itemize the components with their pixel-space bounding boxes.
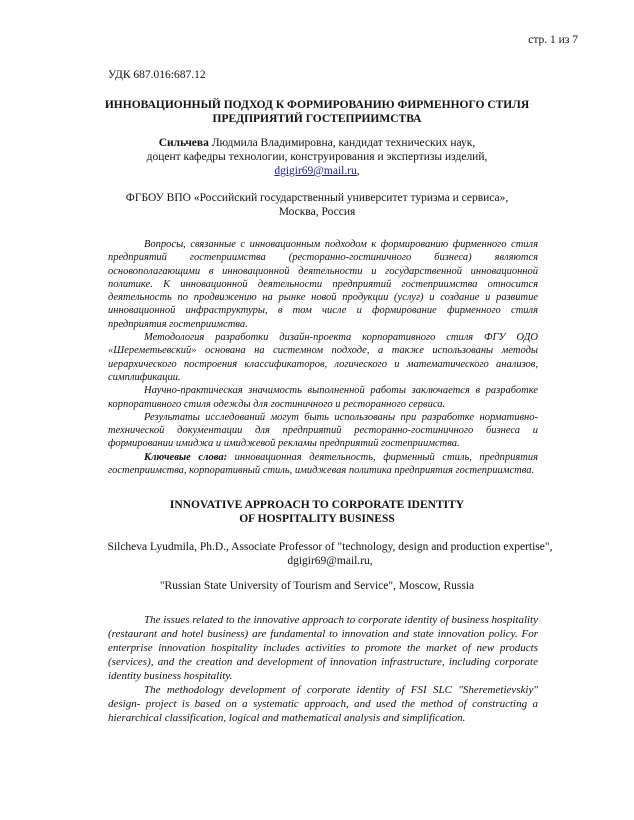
- ru-abstract-paragraph: Вопросы, связанные с инновационным подходом к формированию фирменного стиля предприятий гостеприимства (ресторанно-гостиничного бизнеса) являются основополагающими в инновационной деятельности и государственной инновационной политике. К инновационной деятельности предприятий гостеприимства относится деятельность по продвижению на рынке новой продукции (услуг) и создание и развитие инновационной инфраструктуры, в том числе и формирование фирменного стиля предприятия гостеприимства.: [108, 239, 538, 330]
- ru-affiliation-line1: ФГБОУ ВПО «Российский государственный университет туризма и сервиса»,: [125, 192, 509, 204]
- en-author-email: dgigir69@mail.ru,: [287, 555, 373, 567]
- en-author-line: Silcheva Lyudmila, Ph.D., Associate Professor of "technology, design and production expertise",: [107, 541, 553, 553]
- ru-affiliation: [90, 191, 544, 219]
- en-author-block: [100, 540, 560, 568]
- udk-code: УДК 687.016:687.12: [108, 69, 206, 81]
- ru-abstract: [108, 238, 538, 477]
- ru-title-line2: ПРЕДПРИЯТИЙ ГОСТЕПРИИМСТВА: [212, 113, 422, 125]
- en-affiliation: "Russian State University of Tourism and Service", Moscow, Russia: [159, 580, 475, 592]
- ru-keywords-text: инновационная деятельность, фирменный стиль, предприятия гостеприимства, корпоративный стиль, имиджевая политика предприятия гостеприимства.: [108, 451, 538, 477]
- ru-author-block: [90, 136, 544, 178]
- ru-email-comma: ,: [356, 165, 360, 177]
- ru-affiliation-line2: Москва, Россия: [278, 206, 356, 218]
- ru-author-surname: Сильчева: [158, 137, 209, 149]
- ru-author-email-line: [90, 164, 544, 178]
- ru-abstract-paragraph: Научно-практическая значимость выполненной работы заключается в разработке корпоративного стиля одежды для гостиничного и ресторанного сервиса.: [108, 385, 538, 410]
- ru-keywords-label: Ключевые слова:: [144, 451, 228, 463]
- page-number: стр. 1 из 7: [528, 34, 578, 46]
- en-abstract-paragraph: The issues related to the innovative approach to corporate identity of business hospitality (restaurant and hotel business) are fundamental to innovation and state innovation policy. For enterprise innovation hospitality includes activities to promote the market of new products (services), and the creation and development of innovation infrastructure, including corporate identity business hospitality.: [108, 614, 538, 682]
- ru-author-line: [90, 136, 544, 150]
- ru-title-line1: ИННОВАЦИОННЫЙ ПОДХОД К ФОРМИРОВАНИЮ ФИРМЕННОГО СТИЛЯ: [104, 99, 530, 111]
- ru-abstract-paragraph: Методология разработки дизайн-проекта корпоративного стиля ФГУ ОДО «Шереметьевский» основана на системном подходе, а также использованы методы иерархического построения классификаторов, логического и математического анализов, симплификации.: [108, 332, 538, 383]
- en-abstract: [108, 613, 538, 725]
- en-title-line1: INNOVATIVE APPROACH TO CORPORATE IDENTITY: [169, 499, 465, 511]
- ru-title: [90, 98, 544, 126]
- ru-author-email-link[interactable]: dgigir69@mail.ru: [274, 165, 357, 177]
- en-title: [90, 498, 544, 526]
- ru-author-details: Людмила Владимировна, кандидат технических наук,: [208, 137, 476, 149]
- en-abstract-paragraph: The methodology development of corporate identity of FSI SLC "Sheremetievskiy" design- project is based on a systematic approach, and used the method of constructing a hierarchical classification, logical and mathematical analysis and simplification.: [108, 684, 538, 724]
- ru-abstract-paragraph: Результаты исследований могут быть использованы при разработке нормативно-технической документации для предприятий ресторанно-гостиничного бизнеса и формировании имиджа и имиджевой рекламы предприятий гостеприимства.: [108, 411, 538, 450]
- ru-author-position: доцент кафедры технологии, конструирования и экспертизы изделий,: [146, 151, 488, 163]
- ru-keywords: [108, 451, 538, 478]
- en-title-line2: OF HOSPITALITY BUSINESS: [239, 513, 395, 525]
